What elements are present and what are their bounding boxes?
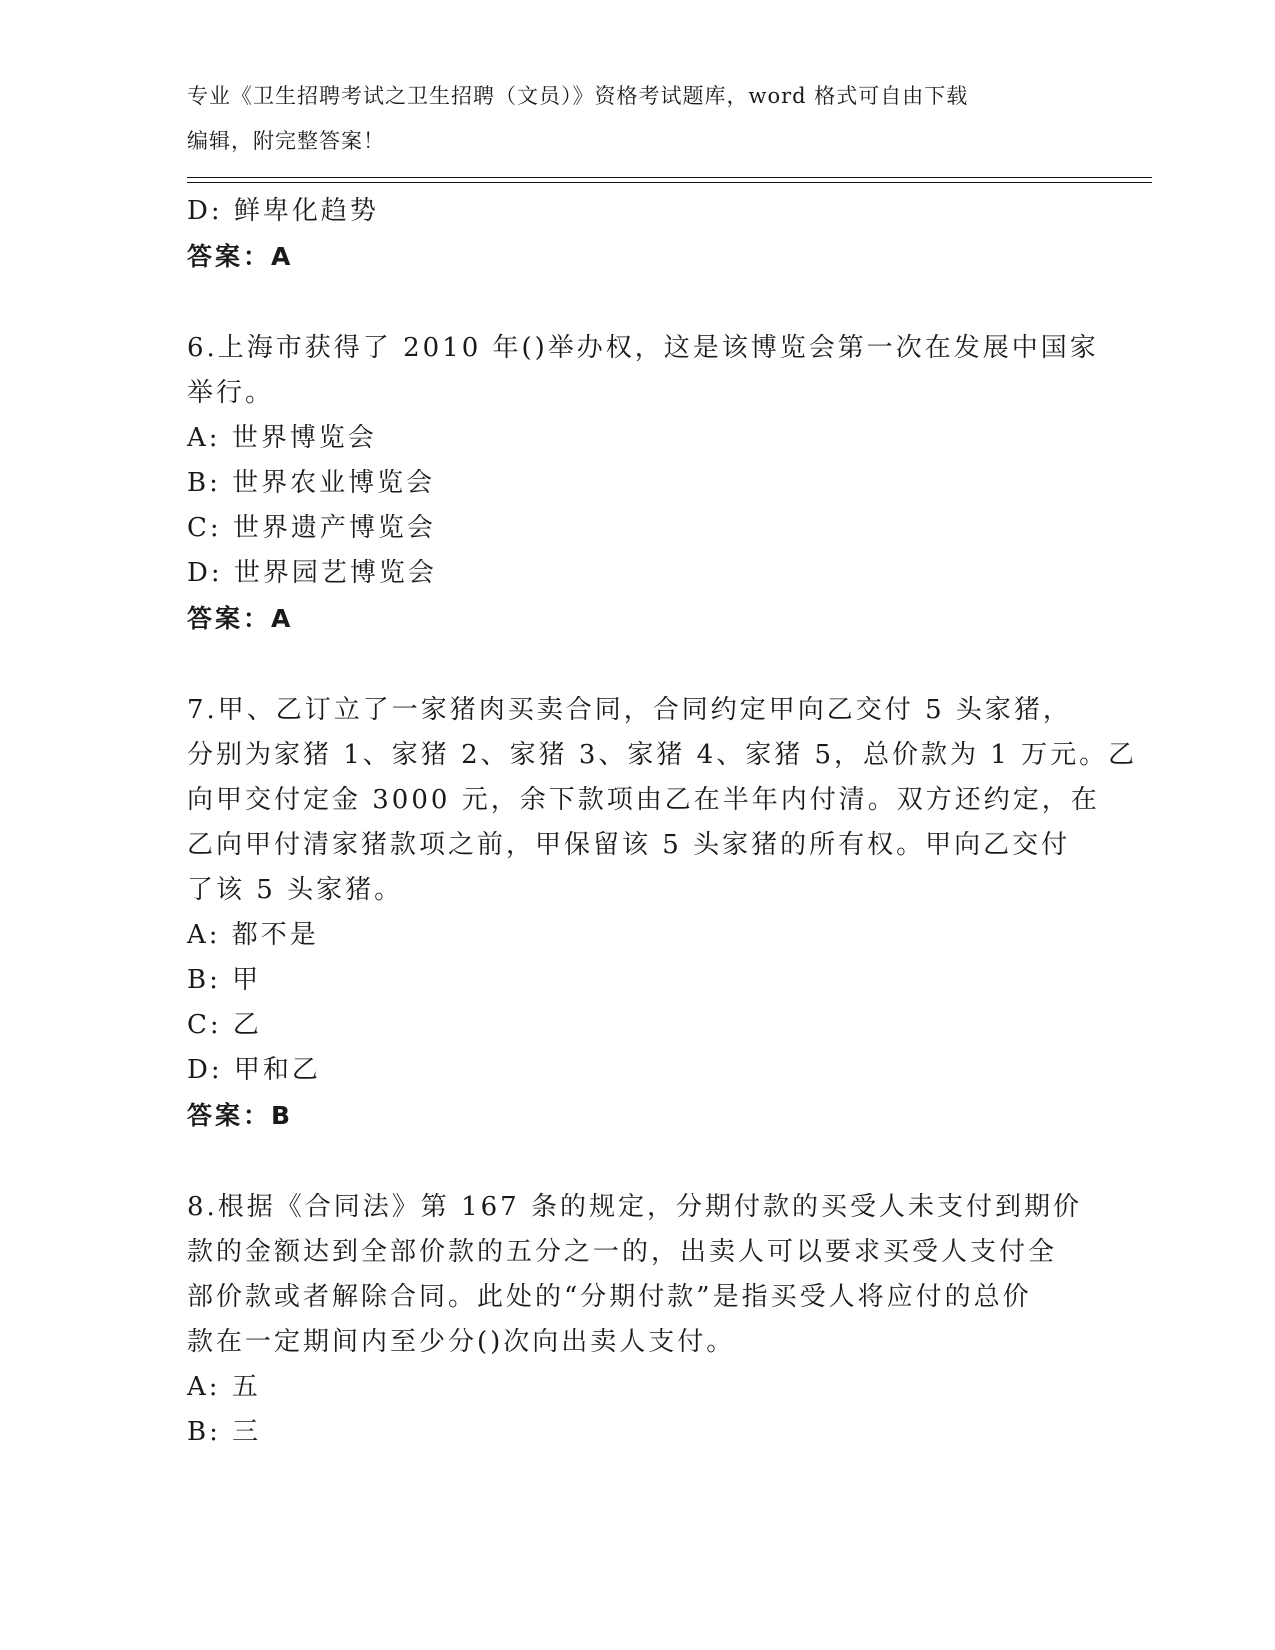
question-text: 6.上海市获得了 2010 年()举办权，这是该博览会第一次在发展中国家 — [187, 333, 1099, 363]
header-divider — [187, 182, 1152, 183]
option-d: D: 世界园艺博览会 — [187, 558, 437, 588]
answer-line: 答案：A — [187, 604, 294, 633]
option-a: A: 都不是 — [187, 920, 319, 950]
option-a: A: 世界博览会 — [187, 423, 377, 453]
option-d: D: 鲜卑化趋势 — [187, 196, 379, 226]
option-b: B: 甲 — [187, 965, 262, 995]
question-text: 分别为家猪 1、家猪 2、家猪 3、家猪 4、家猪 5，总价款为 1 万元。乙 — [187, 740, 1138, 770]
header-line: 编辑，附完整答案！ — [187, 129, 385, 153]
option-c: C: 世界遗产博览会 — [187, 513, 436, 543]
question-8 — [187, 1185, 1087, 1455]
question-7 — [187, 688, 1138, 1138]
header-line: 专业《卫生招聘考试之卫生招聘（文员）》资格考试题库，word 格式可自由下载 — [187, 84, 969, 108]
option-b: B: 世界农业博览会 — [187, 468, 436, 498]
answer-line: 答案：B — [187, 1101, 294, 1130]
question-text: 8.根据《合同法》第 167 条的规定，分期付款的买受人未支付到期价 — [187, 1192, 1082, 1222]
question-text: 7.甲、乙订立了一家猪肉买卖合同，合同约定甲向乙交付 5 头家猪， — [187, 695, 1072, 725]
question-text: 乙向甲付清家猪款项之前，甲保留该 5 头家猪的所有权。甲向乙交付 — [187, 830, 1071, 860]
option-b: B: 三 — [187, 1417, 262, 1447]
question-body — [187, 189, 1138, 1455]
question-6 — [187, 326, 1099, 641]
question-text: 举行。 — [187, 378, 275, 408]
header-divider — [187, 177, 1152, 178]
question-text: 向甲交付定金 3000 元，余下款项由乙在半年内付清。双方还约定，在 — [187, 785, 1100, 815]
option-c: C: 乙 — [187, 1010, 262, 1040]
document-header — [187, 74, 1087, 164]
option-d: D: 甲和乙 — [187, 1055, 321, 1085]
question-text: 款的金额达到全部价款的五分之一的，出卖人可以要求买受人支付全 — [187, 1237, 1058, 1267]
question-text: 款在一定期间内至少分()次向出卖人支付。 — [187, 1327, 736, 1357]
option-a: A: 五 — [187, 1372, 261, 1402]
question-text: 了该 5 头家猪。 — [187, 875, 404, 905]
spacer — [187, 1138, 1087, 1185]
question-text: 部价款或者解除合同。此处的“分期付款”是指买受人将应付的总价 — [187, 1282, 1032, 1312]
answer-line: 答案：A — [187, 242, 294, 271]
spacer — [187, 641, 1087, 688]
spacer — [187, 279, 1087, 326]
